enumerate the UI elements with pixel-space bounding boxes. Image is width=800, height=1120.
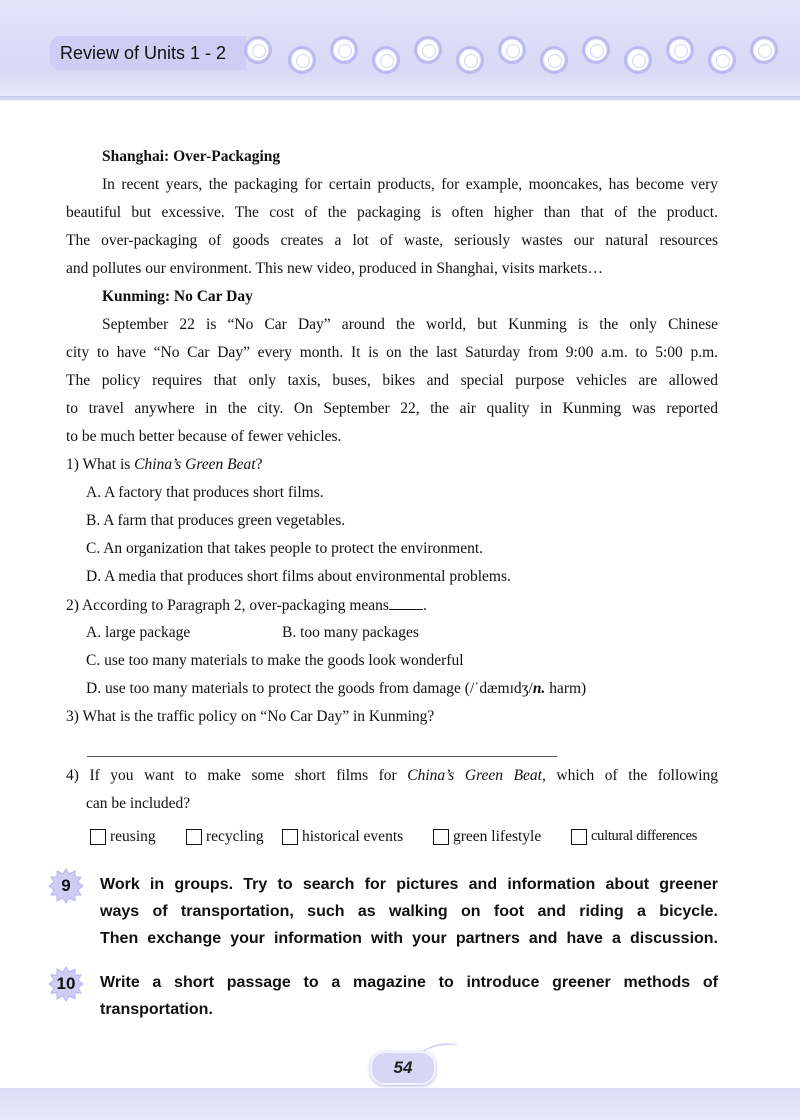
circle-decoration-icon bbox=[244, 36, 272, 64]
question-2-option-d-end: harm) bbox=[545, 680, 587, 697]
header-divider bbox=[0, 96, 800, 102]
question-2-option-a: A. large package bbox=[86, 624, 191, 641]
activity-line: Then exchange your information with your partners and have a discussion. bbox=[100, 930, 718, 947]
circle-decoration-icon bbox=[750, 36, 778, 64]
question-2-option-b: B. too many packages bbox=[282, 624, 419, 641]
question-2-option-d-pos: n. bbox=[532, 680, 546, 697]
question-1-option-d: D. A media that produces short films about environmental problems. bbox=[86, 568, 511, 585]
circle-decoration-icon bbox=[414, 36, 442, 64]
choice-label: green lifestyle bbox=[453, 828, 542, 845]
question-4-line-2: can be included? bbox=[86, 795, 191, 812]
question-4-title: China’s Green Beat bbox=[407, 767, 542, 784]
question-1 bbox=[66, 455, 718, 475]
passage-line: beautiful but excessive. The cost of the packaging is often higher than that of the product. bbox=[66, 204, 718, 221]
activity-number-badge bbox=[48, 868, 84, 904]
question-2-option-d bbox=[86, 679, 718, 699]
circle-decoration-icon bbox=[456, 46, 484, 74]
activity-line: transportation. bbox=[100, 1001, 213, 1018]
passage-line: city to have “No Car Day” every month. It is on the last Saturday from 9:00 a.m. to 5:00 p.m. bbox=[66, 344, 718, 361]
checkbox[interactable] bbox=[186, 829, 202, 845]
passage-line: and pollutes our environment. This new video, produced in Shanghai, visits markets… bbox=[66, 260, 603, 277]
activity-number: 9 bbox=[61, 876, 71, 895]
activity-text bbox=[100, 871, 718, 952]
question-1-option-c: C. An organization that takes people to protect the environment. bbox=[86, 540, 484, 557]
passage-line: to travel anywhere in the city. On September 22, the air quality in Kunming was reported bbox=[66, 400, 718, 417]
question-1-title: China’s Green Beat bbox=[134, 456, 256, 473]
circle-decoration-icon bbox=[288, 46, 316, 74]
activity-line: Work in groups. Try to search for pictures and information about greener bbox=[100, 876, 718, 893]
footer-band bbox=[0, 1088, 800, 1120]
circle-decoration-icon bbox=[624, 46, 652, 74]
choice-recycling[interactable] bbox=[186, 828, 264, 846]
checkbox[interactable] bbox=[90, 829, 106, 845]
checkbox[interactable] bbox=[571, 829, 587, 845]
question-1-suffix: ? bbox=[255, 456, 263, 473]
question-2 bbox=[66, 595, 718, 616]
passage-line: The over-packaging of goods creates a lot of waste, seriously wastes our natural resources bbox=[66, 232, 718, 249]
circle-decoration-icon bbox=[498, 36, 526, 64]
unit-label: Review of Units 1 - 2 bbox=[60, 42, 227, 63]
question-4-suffix: , which of the following bbox=[541, 767, 719, 784]
unit-label-tab bbox=[50, 36, 246, 70]
choice-label: recycling bbox=[206, 828, 264, 845]
question-2-blank[interactable] bbox=[389, 595, 423, 610]
choice-historical-events[interactable] bbox=[282, 828, 403, 846]
question-3: 3) What is the traffic policy on “No Car Day” in Kunming? bbox=[66, 708, 435, 725]
activity-number: 10 bbox=[56, 974, 76, 993]
circle-decoration-icon bbox=[708, 46, 736, 74]
passage-line: The policy requires that only taxis, buses, bikes and special purpose vehicles are allowed bbox=[66, 372, 718, 389]
circle-decoration-icon bbox=[582, 36, 610, 64]
circle-decoration-icon bbox=[330, 36, 358, 64]
choice-label: cultural differences bbox=[591, 828, 698, 844]
circle-decoration-icon bbox=[666, 36, 694, 64]
passage-line: In recent years, the packaging for certain products, for example, mooncakes, has become very bbox=[102, 176, 718, 193]
activity-number-badge bbox=[48, 966, 84, 1002]
checkbox[interactable] bbox=[433, 829, 449, 845]
question-2-option-d-text: D. use too many materials to protect the goods from damage (/ˈdæmɪdʒ/ bbox=[86, 680, 533, 697]
question-2-prompt: 2) According to Paragraph 2, over-packaging means bbox=[66, 597, 389, 614]
question-2-end: . bbox=[422, 597, 427, 614]
choice-label: reusing bbox=[110, 828, 156, 845]
passage-heading-kunming: Kunming: No Car Day bbox=[102, 288, 253, 305]
passage-line: September 22 is “No Car Day” around the world, but Kunming is the only Chinese bbox=[102, 316, 718, 333]
choice-reusing[interactable] bbox=[90, 828, 156, 846]
choice-cultural-differences[interactable] bbox=[571, 828, 697, 845]
page-number-badge bbox=[370, 1051, 436, 1085]
question-1-option-a: A. A factory that produces short films. bbox=[86, 484, 324, 501]
question-3-answer-line[interactable] bbox=[87, 756, 557, 757]
activity-line: Write a short passage to a magazine to introduce greener methods of bbox=[100, 974, 718, 991]
passage-heading-shanghai: Shanghai: Over-Packaging bbox=[102, 148, 281, 165]
circle-decoration-icon bbox=[540, 46, 568, 74]
decorative-circles bbox=[242, 32, 800, 80]
question-2-option-c: C. use too many materials to make the goods look wonderful bbox=[86, 652, 464, 669]
checkbox[interactable] bbox=[282, 829, 298, 845]
activity-text bbox=[100, 969, 718, 1023]
question-1-prefix: 1) What is bbox=[66, 456, 135, 473]
choice-green-lifestyle[interactable] bbox=[433, 828, 541, 846]
question-4 bbox=[66, 766, 718, 786]
activity-line: ways of transportation, such as walking on foot and riding a bicycle. bbox=[100, 903, 718, 920]
question-1-option-b: B. A farm that produces green vegetables. bbox=[86, 512, 346, 529]
page-number: 54 bbox=[393, 1058, 413, 1077]
circle-decoration-icon bbox=[372, 46, 400, 74]
passage-line: to be much better because of fewer vehicles. bbox=[66, 428, 342, 445]
choice-label: historical events bbox=[302, 828, 404, 845]
question-4-prefix: 4) If you want to make some short films for bbox=[66, 767, 408, 784]
